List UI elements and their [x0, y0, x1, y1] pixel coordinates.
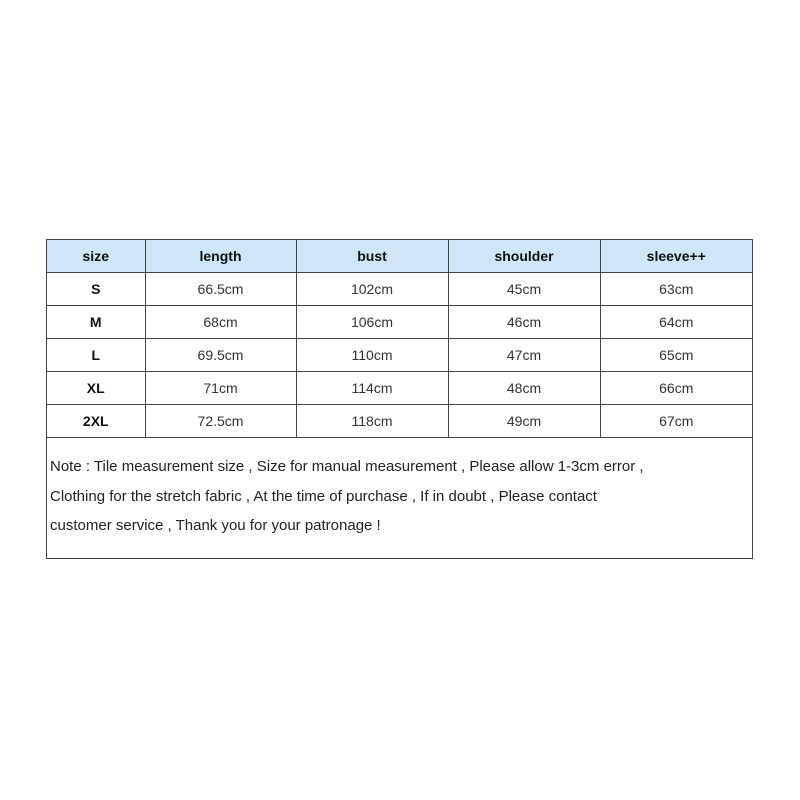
header-shoulder: shoulder: [448, 240, 600, 273]
table-row: [47, 306, 752, 339]
size-cell: XL: [47, 372, 145, 405]
length-cell: 72.5cm: [145, 405, 296, 438]
size-cell: M: [47, 306, 145, 339]
sleeve-cell: 63cm: [600, 273, 752, 306]
table-row: [47, 339, 752, 372]
header-size: size: [47, 240, 145, 273]
bust-cell: 102cm: [296, 273, 448, 306]
shoulder-cell: 45cm: [448, 273, 600, 306]
bust-cell: 110cm: [296, 339, 448, 372]
header-sleeve: sleeve++: [600, 240, 752, 273]
note-line: Clothing for the stretch fabric , At the time of purchase , If in doubt , Please contact: [50, 487, 597, 505]
shoulder-cell: 46cm: [448, 306, 600, 339]
table-row: [47, 273, 752, 306]
length-cell: 68cm: [145, 306, 296, 339]
shoulder-cell: 49cm: [448, 405, 600, 438]
size-cell: 2XL: [47, 405, 145, 438]
sleeve-cell: 66cm: [600, 372, 752, 405]
shoulder-cell: 48cm: [448, 372, 600, 405]
table-row: [47, 372, 752, 405]
note-line: customer service , Thank you for your patronage !: [50, 517, 381, 534]
measurement-note: [47, 438, 752, 541]
sleeve-cell: 65cm: [600, 339, 752, 372]
note-line: Note : Tile measurement size , Size for manual measurement , Please allow 1-3cm error ,: [50, 458, 644, 475]
size-cell: S: [47, 273, 145, 306]
header-length: length: [145, 240, 296, 273]
table-row: [47, 405, 752, 438]
bust-cell: 106cm: [296, 306, 448, 339]
header-bust: bust: [296, 240, 448, 273]
size-cell: L: [47, 339, 145, 372]
shoulder-cell: 47cm: [448, 339, 600, 372]
bust-cell: 118cm: [296, 405, 448, 438]
length-cell: 66.5cm: [145, 273, 296, 306]
size-table: [47, 240, 752, 438]
length-cell: 69.5cm: [145, 339, 296, 372]
table-header-row: [47, 240, 752, 273]
size-chart: [46, 239, 753, 559]
bust-cell: 114cm: [296, 372, 448, 405]
length-cell: 71cm: [145, 372, 296, 405]
sleeve-cell: 67cm: [600, 405, 752, 438]
sleeve-cell: 64cm: [600, 306, 752, 339]
